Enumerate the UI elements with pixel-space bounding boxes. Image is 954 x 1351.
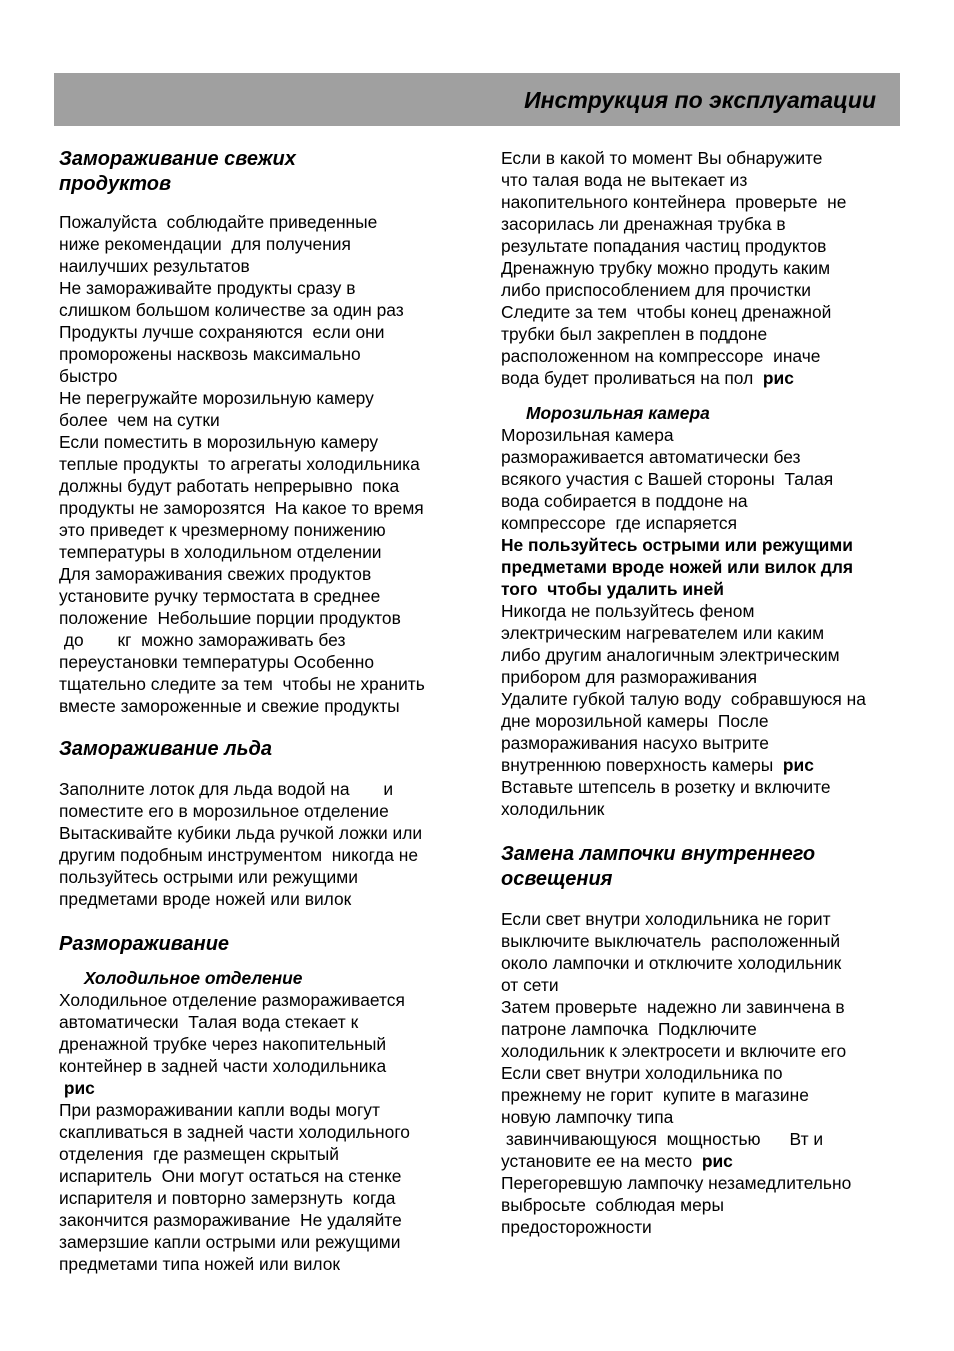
- freezing-fresh-text: [59, 211, 469, 717]
- text-line: расположенном на компрессоре иначе: [501, 346, 821, 366]
- text-line: вместе замороженные и свежие продукты: [59, 696, 400, 716]
- text-line: более чем на сутки: [59, 410, 220, 430]
- text-line: положение Небольшие порции продуктов: [59, 608, 401, 628]
- heading-defrosting: Размораживание: [59, 933, 230, 955]
- text-line: Вытаскивайте кубики льда ручкой ложки или: [59, 823, 423, 843]
- text-line: холодильник к электросети и включите его: [501, 1041, 847, 1061]
- text-line: Продукты лучше сохраняются если они: [59, 322, 385, 342]
- text-line: размораживается автоматически без: [501, 447, 801, 467]
- text-line: Не пользуйтесь острыми или режущими: [501, 535, 853, 555]
- drain-text: [501, 147, 921, 389]
- text-line: засорилась ли дренажная трубка в: [501, 214, 786, 234]
- text-line: Перегоревшую лампочку незамедлительно: [501, 1173, 852, 1193]
- text-line: предметами типа ножей или вилок: [59, 1254, 341, 1274]
- text-line: замерзшие капли острыми или режущими: [59, 1232, 401, 1252]
- subheading-freezer: Морозильная камера: [526, 403, 710, 423]
- text-line: дренажной трубке через накопительный: [59, 1034, 387, 1054]
- text-line: температуры в холодильном отделении: [59, 542, 382, 562]
- text-line: освещения: [501, 868, 613, 890]
- text-line: результате попадания частиц продуктов: [501, 236, 827, 256]
- header-bar: [54, 73, 900, 126]
- figure-ref: рис: [782, 755, 814, 775]
- text-line: до кг можно замораживать без: [59, 630, 346, 650]
- fridge-defrost-text: [59, 989, 469, 1275]
- text-line: слишком большом количестве за один раз: [59, 300, 404, 320]
- text-line: быстро: [59, 366, 118, 386]
- text-line: дне морозильной камеры После: [501, 711, 769, 731]
- heading-freezing-fresh: [59, 147, 469, 197]
- text-line: Замораживание свежих: [59, 148, 296, 170]
- left-column: [59, 147, 469, 1275]
- text-line: установите ручку термостата в среднее: [59, 586, 381, 606]
- page-title: Инструкция по эксплуатации: [524, 87, 876, 113]
- text-line: испарителя и повторно замерзнуть когда: [59, 1188, 396, 1208]
- text-line: пользуйтесь острыми или режущими: [59, 867, 358, 887]
- text-line: Дренажную трубку можно продуть каким: [501, 258, 831, 278]
- text-line: Замена лампочки внутреннего: [501, 843, 816, 865]
- text-line: [501, 754, 921, 776]
- text-line: прежнему не горит купите в магазине: [501, 1085, 809, 1105]
- figure-ref: рис: [59, 1078, 95, 1098]
- text-line: предметами вроде ножей или вилок: [59, 889, 352, 909]
- text-line: установите ее на место: [501, 1151, 702, 1171]
- text-line: Следите за тем чтобы конец дренажной: [501, 302, 832, 322]
- text-line: Если свет внутри холодильника по: [501, 1063, 783, 1083]
- text-line: Если в какой то момент Вы обнаружите: [501, 148, 823, 168]
- figure-ref: рис: [701, 1151, 733, 1171]
- text-line: либо приспособлением для прочистки: [501, 280, 811, 300]
- right-column: [501, 147, 921, 1238]
- freezer-text: [501, 424, 921, 534]
- heading-lamp-replacement: [501, 842, 921, 892]
- text-line: Если поместить в морозильную камеру: [59, 432, 379, 452]
- text-line: тщательно следите за тем чтобы не хранить: [59, 674, 425, 694]
- text-line: это приведет к чрезмерному понижению: [59, 520, 386, 540]
- text-line: выключите выключатель расположенный: [501, 931, 841, 951]
- text-line: накопительного контейнера проверьте не: [501, 192, 847, 212]
- text-line: поместите его в морозильное отделение: [59, 801, 389, 821]
- text-line: теплые продукты то агрегаты холодильника: [59, 454, 420, 474]
- text-line: Холодильное отделение размораживается: [59, 990, 405, 1010]
- text-line: продуктов: [59, 173, 172, 195]
- text-line: компрессоре где испаряется: [501, 513, 738, 533]
- text-line: трубки был закреплен в поддоне: [501, 324, 768, 344]
- freezer-warning: [501, 534, 921, 600]
- text-line: либо другим аналогичным электрическим: [501, 645, 840, 665]
- text-line: около лампочки и отключите холодильник: [501, 953, 842, 973]
- text-line: того чтобы удалить иней: [501, 579, 724, 599]
- text-line: [501, 367, 921, 389]
- text-line: вода будет проливаться на пол: [501, 368, 763, 388]
- text-line: вода собирается в поддоне на: [501, 491, 748, 511]
- text-line: Не замораживайте продукты сразу в: [59, 278, 356, 298]
- text-line: Пожалуйста соблюдайте приведенные: [59, 212, 378, 232]
- text-line: патроне лампочка Подключите: [501, 1019, 757, 1039]
- text-line: Морозильная камера: [501, 425, 674, 445]
- text-line: ниже рекомендации для получения: [59, 234, 351, 254]
- text-line: новую лампочку типа: [501, 1107, 674, 1127]
- text-line: Если свет внутри холодильника не горит: [501, 909, 831, 929]
- text-line: проморожены насквозь максимально: [59, 344, 361, 364]
- text-line: внутреннюю поверхность камеры: [501, 755, 783, 775]
- text-line: отделения где размещен скрытый: [59, 1144, 339, 1164]
- text-line: автоматически Талая вода стекает к: [59, 1012, 359, 1032]
- text-line: Никогда не пользуйтесь феном: [501, 601, 755, 621]
- text-line: Вставьте штепсель в розетку и включите: [501, 777, 831, 797]
- lamp-text: [501, 908, 921, 1238]
- text-line: выбросьте соблюдая меры: [501, 1195, 724, 1215]
- text-line: должны будут работать непрерывно пока: [59, 476, 400, 496]
- text-line: Для замораживания свежих продуктов: [59, 564, 372, 584]
- text-line: размораживания насухо вытрите: [501, 733, 769, 753]
- text-line: Затем проверьте надежно ли завинчена в: [501, 997, 845, 1017]
- text-line: скапливаться в задней части холодильного: [59, 1122, 410, 1142]
- text-line: Не перегружайте морозильную камеру: [59, 388, 374, 408]
- text-line: переустановки температуры Особенно: [59, 652, 375, 672]
- text-line: При размораживании капли воды могут: [59, 1100, 380, 1120]
- text-line: завинчивающуюся мощностью Вт и: [501, 1129, 824, 1149]
- text-line: прибором для размораживания: [501, 667, 758, 687]
- freezer-instructions: [501, 600, 921, 820]
- text-line: продукты не заморозятся На какое то время: [59, 498, 424, 518]
- text-line: контейнер в задней части холодильника: [59, 1056, 387, 1076]
- heading-ice: Замораживание льда: [59, 738, 272, 760]
- text-line: всякого участия с Вашей стороны Талая: [501, 469, 834, 489]
- subheading-fridge-compartment: Холодильное отделение: [84, 968, 303, 988]
- ice-text: [59, 778, 469, 910]
- text-line: [501, 1150, 921, 1172]
- text-line: предосторожности: [501, 1217, 652, 1237]
- text-line: испаритель Они могут остаться на стенке: [59, 1166, 402, 1186]
- text-line: от сети: [501, 975, 559, 995]
- figure-ref: рис: [762, 368, 794, 388]
- text-line: Удалите губкой талую воду собравшуюся на: [501, 689, 866, 709]
- text-line: Заполните лоток для льда водой на и: [59, 779, 394, 799]
- text-line: электрическим нагревателем или каким: [501, 623, 825, 643]
- text-line: холодильник: [501, 799, 605, 819]
- text-line: что талая вода не вытекает из: [501, 170, 748, 190]
- text-line: закончится размораживание Не удаляйте: [59, 1210, 402, 1230]
- text-line: наилучших результатов: [59, 256, 250, 276]
- text-line: другим подобным инструментом никогда не: [59, 845, 419, 865]
- text-line: предметами вроде ножей или вилок для: [501, 557, 854, 577]
